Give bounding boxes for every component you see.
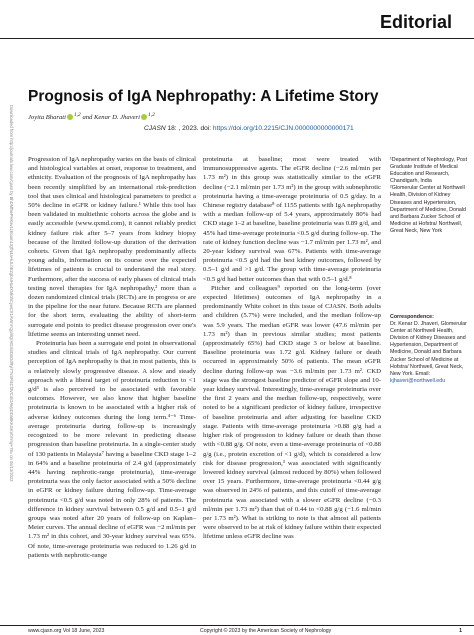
body-column-right [203,155,381,542]
body-paragraph: proteinuria at baseline; most were treated with immunosuppressive agents. The eGFR decline (−2.6 ml/min per 1.73 m²) in this group was statistically similar to the eGFR decline (−2.1 ml/min per 1.73 m²) in the group with subnephrotic proteinuria having a time-average proteinuria of 0.5 g/day. In a Chinese registry database⁸ of 1155 patients with IgA nephropathy with a median follow-up of 5.4 years, approximately 80% had CKD stage 1–2 at baseline, baseline proteinuria was 0.89 g/d, and 45% had time-average proteinuria <0.5 g/d during follow-up. The rate of kidney function decline was −1.7 ml/min per 1.73 m², and 20-year kidney survival was 67%. Patients with time-average proteinuria <0.5 g/d had the best kidney outcomes, followed by 0.5–1 g/d and >1 g/d. The group with time-average proteinuria <0.5 g/d had better outcomes than that with 0.5–1 g/d.⁸ [203,156,381,283]
citation-line [144,125,354,132]
author-name[interactable]: Kenar D. Jhaveri [93,114,140,122]
page-number: 1 [459,628,462,634]
body-paragraph: Proteinuria has been a surrogate end point in observational studies and clinical trials of IgA nephropathy. Our current perception of IgA nephropathy is that in most patients, this is a relatively slowly progressive disease. A slow and steady approach with a liberal target of proteinuria reduction to <1 g/d³ is also perceived to be associated with favorable outcomes. However, we also know that higher baseline proteinuria is known to be associated with a higher risk of adverse kidney outcomes during the long term.⁴⁻⁶ Time-average proteinuria during follow-up is increasingly recognized to be more relevant in predicting disease progression than baseline proteinuria. In a single-center study of 130 patients in Malaysia⁷ having a baseline CKD stage 1–2 in 64% and a baseline proteinuria of 2.4 g/d (approximately 44% having nephrotic-range proteinuria), time-average proteinuria was the only factor associated with a 50% decline in eGFR or kidney failure during follow-up. Time-average proteinuria <0.5 g/d was noted in only 28% of patients. The difference in kidney survival between 0.5 g/d and 0.5–1 g/d groups was noted after 20 years of follow-up on Kaplan–Meier curves. The annual decline of eGFR was −2 ml/min per 1.73 m² in this cohort, and 30-year kidney survival was 65%. Of note, time-average proteinuria was reduced to 1.26 g/d in patients with nephrotic-range [28,340,196,559]
doi-link[interactable]: https://doi.org/10.2215/CJN.0000000000000171 [212,125,354,132]
footer-journal-info: www.cjasn.org Vol 18 June, 2023 [28,628,105,634]
author-separator: and [80,114,94,122]
footer-copyright: Copyright © 2023 by the American Society of Nephrology [200,628,332,634]
download-watermark-text: Downloaded from http://journals.lww.com/cjasn by BhDMf5ePHKav1zEoum1tQfN4a+kJLhEZgbsIHo4XMi0hCywCX1AWnYQp/IlQrHD3i3D0OdRyi7TvSFl4Cf3VC4/OAVpDDa8KKGKV0Ymy+78= on 06/13/2023 [9,105,14,482]
email-link[interactable]: kjhaveri@northwell.edu [390,377,446,384]
author-affiliation-mark: 1,2 [73,112,81,118]
journal-name: CJASN [144,125,166,132]
header-divider [0,38,474,39]
correspondence-heading: Correspondence: [390,314,434,320]
author-name[interactable]: Joyita Bharati [28,114,66,122]
download-watermark [3,105,15,545]
article-title: Prognosis of IgA Nephropathy: A Lifetime Story [28,88,379,105]
correspondence-text: Dr. Kenar D. Jhaveri, Glomerular Center at Northwell Health, Division of Kidney Diseases and Hypertension, Department of Medicine, Donald and Barbara Zucker School of Medicine at Hofstra/ Northwell, Great Neck, New York. Email: [390,321,467,377]
correspondence [390,314,468,385]
affiliation: ¹Department of Nephrology, Post Graduate Institute of Medical Education and Research, Chandigarh, India [390,157,468,185]
author-line [28,112,155,121]
footer-divider [0,625,474,626]
citation-details: 18: , 2023. doi: [165,125,213,132]
section-label: Editorial [379,12,452,32]
orcid-icon[interactable] [141,114,147,120]
body-paragraph: Progression of IgA nephropathy varies on the basis of clinical and histological variables at onset, response to treatment, and ethnicity. Evaluation of the prognosis of IgA nephropathy has been recently simplified by an international risk-prediction tool that uses clinical and histological parameters to predict a 50% decline in eGFR or kidney failure.¹ While this tool has been validated in multiethnic cohorts across the globe and is easily accessible (www.qxmd.com), it cannot reliably predict kidney failure risk after 5–7 years from kidney biopsy because of the limited follow-up duration of the derivation cohorts. Given that IgA nephropathy predominantly affects young adults, information on its course over the expected lifetimes of patients is crucial to understand the real story. Furthermore, after the success of early phases of clinical trials testing novel therapies for IgA nephropathy,² more than a dozen randomized clinical trials (RCTs) are in progress or are in the pipeline for the near future. Because RCTs are planned for the short term, evaluating the ability of short-term surrogate end points to predict disease progression over one's lifetime seems an interesting unmet need. [28,156,196,338]
orcid-icon[interactable] [67,114,73,120]
author-affiliation-mark: 1,2 [147,112,155,118]
affiliation: ²Glomerular Center at Northwell Health, Division of Kidney Diseases and Hypertension, Department of Medicine, Donald and Barbara Zucker School of Medicine at Hofstra/ Northwell, Great Neck, New York [390,185,466,234]
body-paragraph: Pitcher and colleagues⁹ reported on the long-term (over expected lifetimes) outcomes of IgA nephropathy in a predominantly White cohort in this issue of CJASN. Both adults and children (5.7%) were included, and the median follow-up was 5.9 years. The median eGFR was lower (47.6 ml/min per 1.73 m²) than in previous similar studies; most patients (approximately 65%) had CKD stage 3 or below at baseline. Baseline proteinuria was 1.72 g/d. Kidney failure or death occurred in approximately 50% of patients. The mean eGFR decline during follow-up was −3.6 ml/min per 1.73 m². CKD stage was the strongest baseline predictor of eGFR slope and 10-year kidney survival. Interestingly, time-average proteinuria over the first 2 years and the median follow-up, respectively, were noted to be a significant predictor of kidney failure, irrespective of baseline proteinuria and after adjusting for baseline CKD stage. Patients with time-average proteinuria >0.88 g/g had a higher risk of progression to kidney failure or death than those with <0.88 g/g. Of note, even a time-average proteinuria of <0.88 g/g (i.e., protein excretion of <1 g/d), which is considered a low risk for disease progression,³ was associated with significantly lowered kidney survival (almost reduced by 80%) when followed over 15 years. Furthermore, time-average proteinuria <0.44 g/g was observed in 24% of patients, and this cutoff of time-average proteinuria was associated with a slower eGFR decline (−0.3 ml/min per 1.73 m²) than that of 0.44 to <0.88 g/g (−1.6 ml/min per 1.73 m²). What is striking to note is that almost all patients were observed to be at risk of kidney failure within their expected lifetime unless eGFR decline was [203,284,381,541]
journal-header [0,0,474,42]
affiliations [390,157,468,235]
body-column-left [28,155,196,560]
